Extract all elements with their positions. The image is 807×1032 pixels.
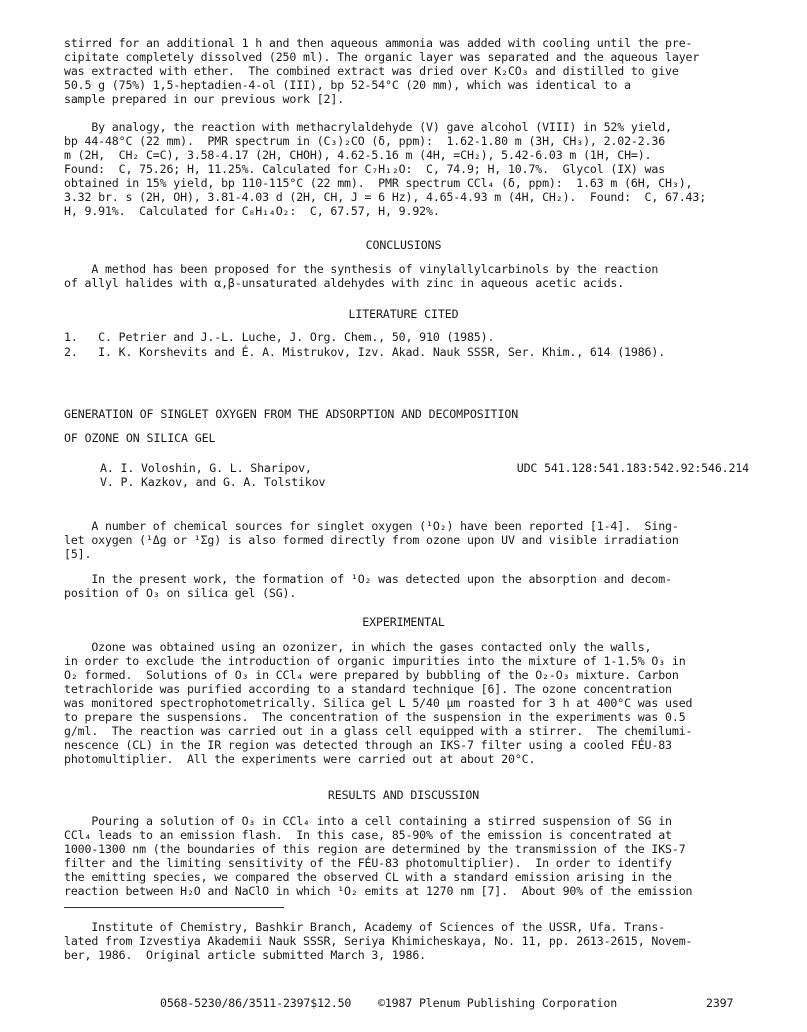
text-line: m (2H, CH₂ C=C), 3.58-4.17 (2H, CHOH), 4.62-5.16 m (4H, =CH₂), 5.42-6.03 m (1H, CH=). xyxy=(64,148,652,162)
text-line: reaction between H₂O and NaClO in which ¹O₂ emits at 1270 nm [7]. About 90% of the emission xyxy=(64,884,693,898)
text-line: sample prepared in our previous work [2]. xyxy=(64,92,345,106)
text-line: Ozone was obtained using an ozonizer, in which the gases contacted only the walls, xyxy=(64,640,652,654)
text-line: [5]. xyxy=(64,547,92,561)
text-line: was monitored spectrophotometrically. Silica gel L 5/40 μm roasted for 3 h at 400°C was used xyxy=(64,696,693,710)
literature-heading: LITERATURE CITED xyxy=(348,307,459,321)
text-line: Pouring a solution of O₃ in CCl₄ into a cell containing a stirred suspension of SG in xyxy=(64,814,672,828)
footnote-line: lated from Izvestiya Akademii Nauk SSSR, Seriya Khimicheskaya, No. 11, pp. 2613-2615, Novem- xyxy=(64,934,693,948)
author-line: V. P. Kazkov, and G. A. Tolstikov xyxy=(100,475,326,489)
text-line: In the present work, the formation of ¹O₂ was detected upon the absorption and decom- xyxy=(64,572,672,586)
text-line: O₂ formed. Solutions of O₃ in CCl₄ were prepared by bubbling of the O₂-O₃ mixture. Carbon xyxy=(64,668,679,682)
page-number: 2397 xyxy=(706,996,734,1010)
text-line: stirred for an additional 1 h and then aqueous ammonia was added with cooling until the pre- xyxy=(64,36,693,50)
title-line: OF OZONE ON SILICA GEL xyxy=(64,431,216,445)
text-line: nescence (CL) in the IR region was detected through an IKS-7 filter using a cooled FÉU-83 xyxy=(64,738,672,752)
text-line: g/ml. The reaction was carried out in a glass cell equipped with a stirrer. The chemilumi- xyxy=(64,724,693,738)
footnote-line: ber, 1986. Original article submitted March 3, 1986. xyxy=(64,948,426,962)
text-line: to prepare the suspensions. The concentration of the suspension in the experiments was 0.5 xyxy=(64,710,686,724)
text-line: CCl₄ leads to an emission flash. In this case, 85-90% of the emission is concentrated at xyxy=(64,828,672,842)
udc-code: UDC 541.128:541.183:542.92:546.214 xyxy=(516,461,749,475)
text-line: bp 44-48°C (22 mm). PMR spectrum in (C₃)₂CO (δ, ppm): 1.62-1.80 m (3H, CH₃), 2.02-2.36 xyxy=(64,134,666,148)
text-line: was extracted with ether. The combined extract was dried over K₂CO₃ and distilled to give xyxy=(64,64,679,78)
text-line: photomultiplier. All the experiments were carried out at about 20°C. xyxy=(64,752,536,766)
reference-item: 1. C. Petrier and J.-L. Luche, J. Org. Chem., 50, 910 (1985). xyxy=(64,330,495,344)
text-line: obtained in 15% yield, bp 110-115°C (22 mm). PMR spectrum CCl₄ (δ, ppm): 1.63 m (6H, CH₃), xyxy=(64,176,693,190)
footnote-divider xyxy=(64,907,284,908)
text-line: Found: C, 75.26; H, 11.25%. Calculated for C₇H₁₂O: C, 74.9; H, 10.7%. Glycol (IX) was xyxy=(64,162,666,176)
text-line: H, 9.91%. Calculated for C₈H₁₄O₂: C, 67.57, H, 9.92%. xyxy=(64,204,440,218)
text-line: in order to exclude the introduction of organic impurities into the mixture of 1-1.5% O₃ in xyxy=(64,654,686,668)
author-line: A. I. Voloshin, G. L. Sharipov, xyxy=(100,461,312,475)
article-code: 0568-5230/86/3511-2397$12.50 xyxy=(160,996,352,1010)
text-line: filter and the limiting sensitivity of the FÉU-83 photomultiplier). In order to identify xyxy=(64,856,672,870)
experimental-heading: EXPERIMENTAL xyxy=(362,615,445,629)
reference-item: 2. I. K. Korshevits and É. A. Mistrukov, Izv. Akad. Nauk SSSR, Ser. Khim., 614 (1986). xyxy=(64,345,666,359)
text-line: A method has been proposed for the synthesis of vinylallylcarbinols by the reaction xyxy=(64,262,659,276)
text-line: of allyl halides with α,β-unsaturated aldehydes with zinc in aqueous acetic acids. xyxy=(64,276,625,290)
text-line: 1000-1300 nm (the boundaries of this region are determined by the transmission of the IKS-7 xyxy=(64,842,686,856)
text-line: tetrachloride was purified according to a standard technique [6]. The ozone concentration xyxy=(64,682,672,696)
text-line: 3.32 br. s (2H, OH), 3.81-4.03 d (2H, CH, J = 6 Hz), 4.65-4.93 m (4H, CH₂). Found: C, 67.43; xyxy=(64,190,707,204)
footnote-line: Institute of Chemistry, Bashkir Branch, Academy of Sciences of the USSR, Ufa. Trans- xyxy=(64,920,666,934)
title-line: GENERATION OF SINGLET OXYGEN FROM THE ADSORPTION AND DECOMPOSITION xyxy=(64,407,519,421)
conclusions-heading: CONCLUSIONS xyxy=(365,238,442,252)
text-line: 50.5 g (75%) 1,5-heptadien-4-ol (III), bp 52-54°C (20 mm), which was identical to a xyxy=(64,78,631,92)
text-line: the emitting species, we compared the observed CL with a standard emission arising in the xyxy=(64,870,672,884)
copyright: ©1987 Plenum Publishing Corporation xyxy=(378,996,618,1010)
results-heading: RESULTS AND DISCUSSION xyxy=(327,788,480,802)
text-line: position of O₃ on silica gel (SG). xyxy=(64,586,297,600)
text-line: cipitate completely dissolved (250 ml). The organic layer was separated and the aqueous layer xyxy=(64,50,700,64)
text-line: let oxygen (¹Δg or ¹Σg) is also formed directly from ozone upon UV and visible irradiation xyxy=(64,533,679,547)
text-line: By analogy, the reaction with methacrylaldehyde (V) gave alcohol (VIII) in 52% yield, xyxy=(64,120,672,134)
text-line: A number of chemical sources for singlet oxygen (¹O₂) have been reported [1-4]. Sing- xyxy=(64,519,679,533)
